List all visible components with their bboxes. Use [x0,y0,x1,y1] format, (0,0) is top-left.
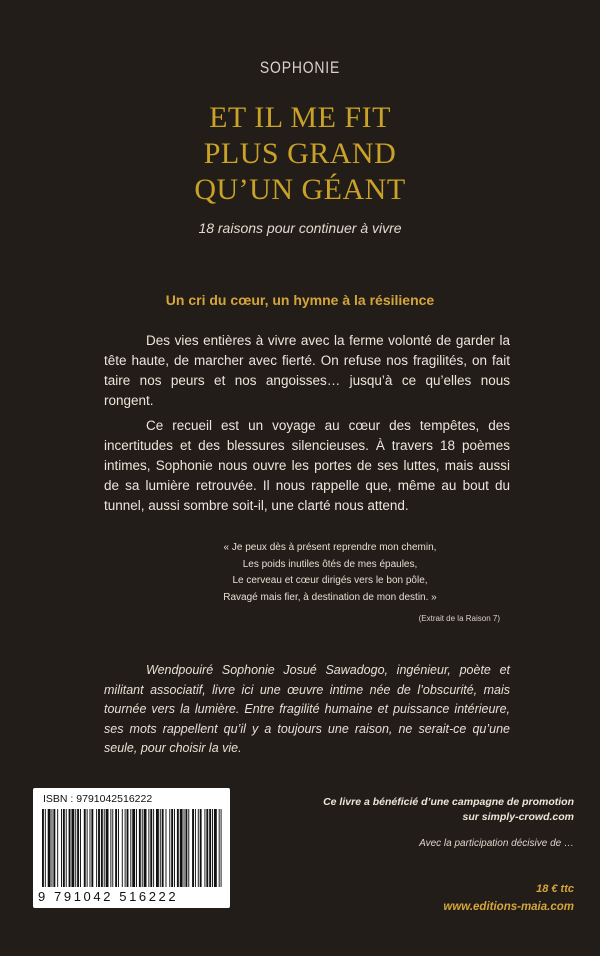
blurb-paragraph-2: Ce recueil est un voyage au cœur des tempêtes, des incertitudes et des blessures silencieuses. À travers 18 poèmes intimes, Sophonie nous ouvre les portes de ses luttes, mais aussi de sa lumière retrouvée. Il nous rappelle que, même au bout du tunnel, aussi sombre soit-il, une clarté nous attend. [104,418,510,513]
barcode-bar [87,809,88,887]
barcode-bar [148,809,149,887]
barcode-bar [180,809,183,887]
barcode-bar [115,809,117,887]
barcode-bar [195,809,196,887]
barcode-bar [90,809,91,887]
quote-line-3: Le cerveau et cœur dirigés vers le bon pôle, [232,575,428,586]
barcode-bar [150,809,152,887]
barcode-bar [219,809,220,887]
barcode-bar [66,809,67,887]
barcode-bar [200,809,202,887]
barcode-bar [48,809,51,887]
barcode-bar [69,809,71,887]
barcode-bar [104,809,105,887]
barcode-bar [91,809,93,887]
book-subtitle: 18 raisons pour continuer à vivre [198,220,402,236]
barcode-bar [188,809,189,887]
barcode-icon [40,809,224,889]
barcode-bar [132,809,135,887]
barcode-bar [122,809,123,887]
barcode-bar [71,809,74,887]
barcode-bar [198,809,199,887]
promo-line-1: Ce livre a bénéficié d’une campagne de promotion [323,796,574,808]
blurb-paragraph-1: Des vies entières à vivre avec la ferme volonté de garder la tête haute, de marcher avec fierté. On refuse nos fragilités, on fait taire nos peurs et nos angoisses… jusqu’à ce qu’elles nous rongent. [104,333,510,408]
barcode-bar [142,809,143,887]
barcode-bar [166,809,167,887]
barcode-bar [144,809,147,887]
barcode-bar [169,809,170,887]
barcode-bar [110,809,111,887]
barcode-digits: 9 791042 516222 [38,889,179,904]
barcode-bar [162,809,164,887]
barcode-bar [206,809,208,887]
barcode-bar [185,809,187,887]
title-line-1: ET IL ME FIT [209,101,391,134]
barcode-bar [204,809,205,887]
barcode-bar [53,809,55,887]
book-title [0,100,600,208]
poem-quote [160,540,500,606]
barcode-bar [106,809,109,887]
barcode-bar [84,809,86,887]
barcode-bar [57,809,58,887]
barcode-bar [45,809,46,887]
quote-line-4: Ravagé mais fier, à destination de mon destin. » [223,591,437,603]
barcode-bar [98,809,100,887]
barcode-bar [75,809,76,887]
barcode-bar [42,809,44,887]
barcode-bar [192,809,194,887]
barcode-bar [184,809,185,887]
barcode-bar [77,809,79,887]
barcode-bar [96,809,97,887]
title-line-3: QU’UN GÉANT [194,173,406,206]
barcode-bar [209,809,211,887]
blurb [104,331,510,521]
barcode-bar [118,809,119,887]
barcode-bar [61,809,62,887]
participation-text: Avec la participation décisive de … [419,838,574,849]
quote-line-1: « Je peux dès à présent reprendre mon chemin, [223,542,437,553]
barcode-bar [52,809,53,887]
barcode-bar [153,809,154,887]
barcode-bar [156,809,159,887]
barcode-bar [130,809,131,887]
barcode-bar [171,809,173,887]
barcode-bar [214,809,217,887]
price: 18 € ttc [536,883,574,895]
barcode-bar [160,809,161,887]
tagline: Un cri du cœur, un hymne à la résilience [165,292,435,308]
barcode-bar [136,809,137,887]
promo-line-2: sur simply-crowd.com [462,811,574,823]
barcode-bar [80,809,81,887]
barcode-bar [63,809,65,887]
isbn-label: ISBN : 9791042516222 [43,793,153,805]
quote-source: (Extrait de la Raison 7) [418,614,500,623]
barcode-bar [212,809,213,887]
barcode-bar [221,809,222,887]
barcode-bar [125,809,126,887]
publisher-website: www.editions-maia.com [443,901,574,913]
author-bio: Wendpouiré Sophonie Josué Sawadogo, ingénieur, poète et militant associatif, livre ici une œuvre intime née de l’obscurité, mais tournée vers la lumière. Entre fragilité humaine et puissance intérieure, ses mots rappellent qu’il y a toujours une raison, ne serait-ce qu’une seule, pour choisir la vie. [104,663,510,756]
author-name: SOPHONIE [259,58,341,77]
title-line-2: PLUS GRAND [203,137,397,170]
barcode-bar [177,809,179,887]
promo-text [300,795,574,825]
barcode-bar [174,809,175,887]
barcode-bar [139,809,141,887]
barcode-bar [127,809,129,887]
quote-line-2: Les poids inutiles ôtés de mes épaules, [242,558,418,570]
barcode-bar [101,809,103,887]
barcode-bar [112,809,113,887]
